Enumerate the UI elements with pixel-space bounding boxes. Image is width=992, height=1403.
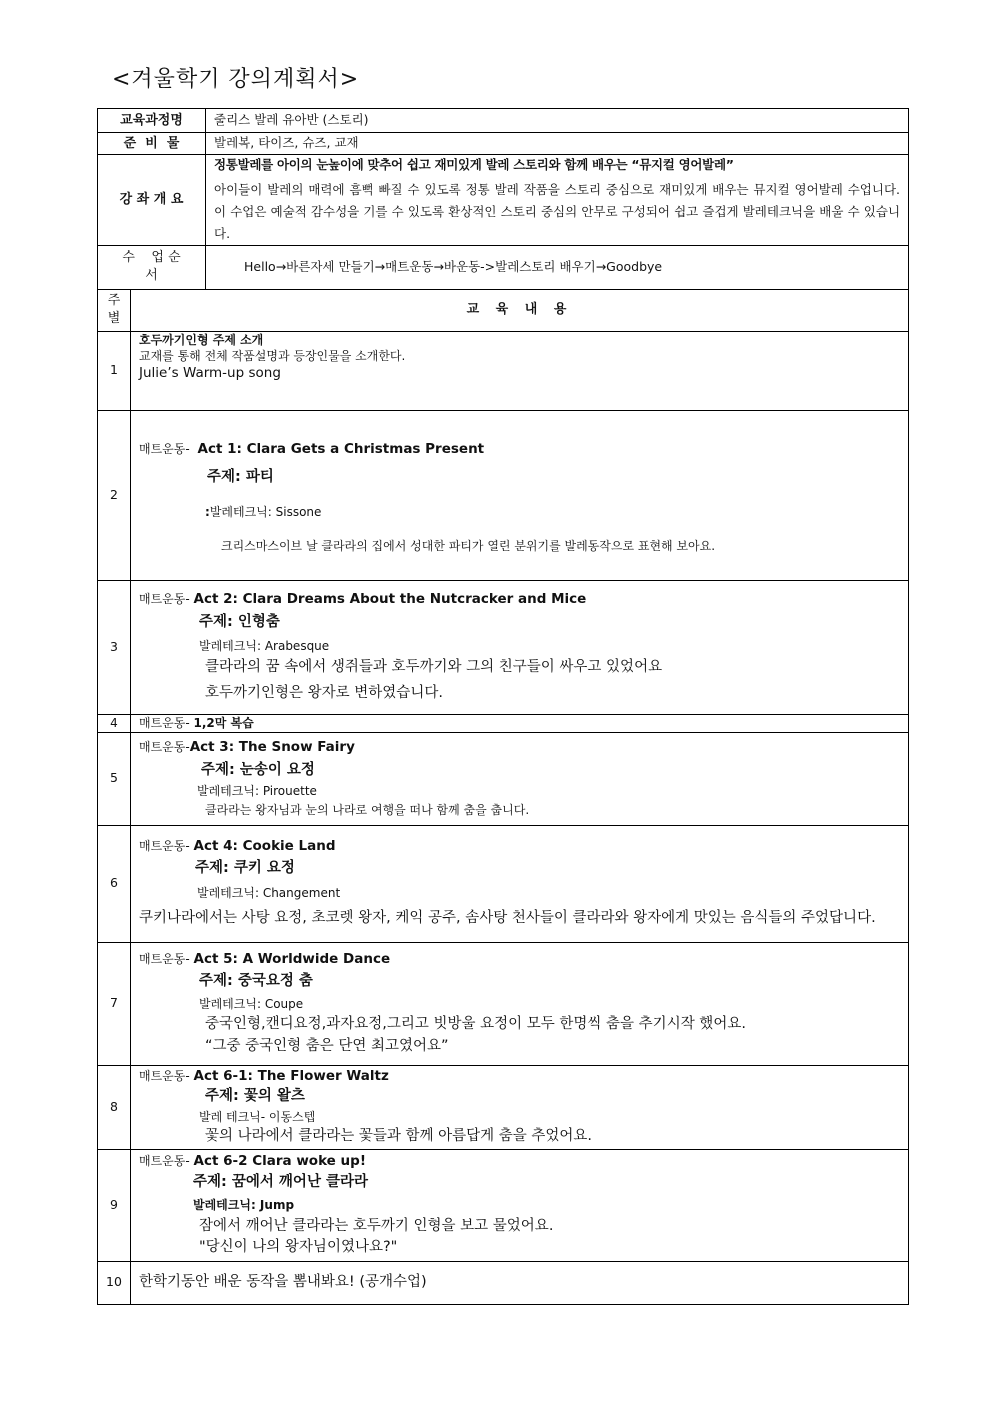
- week-desc: 쿠키나라에서는 사탕 요정, 초코렛 왕자, 케익 공주, 솜사탕 천사들이 클라라와 왕자에게 맛있는 음식들의 주었답니다.: [139, 909, 876, 926]
- week-row: [98, 825, 909, 942]
- week-prefix: 매트운동-: [139, 1069, 194, 1084]
- week-number: 6: [98, 825, 131, 942]
- week-act: Act 4: Cookie Land: [193, 837, 336, 854]
- week-row: [98, 1065, 909, 1149]
- overview-body: 아이들이 발레의 매력에 흠뻑 빠질 수 있도록 정통 발레 작품을 스토리 중심으로 재미있게 배우는 뮤지컬 영어발레 수업니다. 이 수업은 예술적 감수성을 기를 수 있도록 환상적인 스토리 중심의 안무로 구성되어 쉽고 즐겁게 발레테크닉을 배울 수 있습니다.: [214, 181, 901, 241]
- week-desc: 잠에서 깨어난 클라라는 호두까기 인형을 보고 물었어요.: [199, 1217, 554, 1234]
- overview-label: 강 좌 개 요: [98, 155, 206, 246]
- week-content: [131, 410, 909, 580]
- week-desc: 클라라는 왕자님과 눈의 나라로 여행을 떠나 함께 춤을 춥니다.: [205, 803, 530, 818]
- order-label: [98, 245, 206, 289]
- week-act: Act 2: Clara Dreams About the Nutcracker and Mice: [193, 591, 587, 608]
- week-desc: "당신이 나의 왕자님이였나요?": [199, 1239, 398, 1256]
- course-label: 교육과정명: [98, 109, 206, 133]
- week-desc: 크리스마스이브 날 클라라의 집에서 성대한 파티가 열린 분위기를 발레동작으로 표현해 보아요.: [221, 538, 716, 553]
- week-prefix: 매트운동-: [139, 441, 194, 456]
- week-act: Act 6-1: The Flower Waltz: [193, 1068, 389, 1085]
- week-act: Act 6-2 Clara woke up!: [193, 1152, 366, 1169]
- week-prefix: 매트운동-: [139, 740, 190, 755]
- week-content: [131, 580, 909, 714]
- week-content: [131, 331, 909, 410]
- week-number: 9: [98, 1149, 131, 1261]
- week-row: [98, 942, 909, 1065]
- week-header-line1: 주: [107, 293, 121, 309]
- week-line: 호두까기인형 주제 소개: [139, 332, 264, 347]
- week-row: [98, 331, 909, 410]
- week-row: [98, 1261, 909, 1304]
- course-value: 줄리스 발레 유아반 (스토리): [206, 109, 909, 133]
- course-row: [98, 109, 909, 133]
- week-line: Julie’s Warm-up song: [139, 364, 281, 381]
- week-desc: 중국인형,캔디요정,과자요정,그리고 빗방울 요정이 모두 한명씩 춤을 추기시작 했어요.: [205, 1015, 746, 1032]
- prep-row: [98, 133, 909, 155]
- order-label-line1: 수 업 순: [122, 250, 181, 266]
- order-value: Hello→바른자세 만들기→매트운동→바운동->발레스토리 배우기→Goodbye: [206, 245, 909, 289]
- week-header: [98, 289, 131, 331]
- overview-headline: 정통발레를 아이의 눈높이에 맞추어 쉽고 재미있게 발레 스토리와 함께 배우는 “뮤지컬 영어발레”: [214, 157, 734, 172]
- overview-cell: [206, 155, 909, 246]
- week-line: 교재를 통해 전체 작품설명과 등장인물을 소개한다.: [139, 348, 406, 363]
- week-content: [131, 825, 909, 942]
- week-number: 1: [98, 331, 131, 410]
- week-act: Act 5: A Worldwide Dance: [193, 950, 391, 967]
- week-row: [98, 410, 909, 580]
- order-label-line2: 서: [145, 268, 158, 283]
- week-theme: 주제: 쿠키 요정: [195, 859, 295, 876]
- week-row: [98, 714, 909, 732]
- week-number: 4: [98, 714, 131, 732]
- content-header: 교 육 내 용: [131, 289, 909, 331]
- week-row: [98, 1149, 909, 1261]
- week-prefix: 매트운동-: [139, 592, 194, 607]
- prep-value: 발레복, 타이즈, 슈즈, 교재: [206, 133, 909, 155]
- week-prefix: 매트운동-: [139, 715, 194, 730]
- week-content: 한학기동안 배운 동작을 뽐내봐요! (공개수업): [131, 1261, 909, 1304]
- week-row: [98, 580, 909, 714]
- week-number: 8: [98, 1065, 131, 1149]
- page-title: <겨울학기 강의계획서>: [112, 67, 360, 92]
- week-header-line2: 별: [107, 311, 121, 326]
- week-content: [131, 942, 909, 1065]
- week-tech: 발레 테크닉- 이동스텝: [199, 1110, 316, 1125]
- week-prefix: 매트운동-: [139, 838, 194, 853]
- week-number: 7: [98, 942, 131, 1065]
- week-desc: 호두까기인형은 왕자로 변하였습니다.: [205, 684, 443, 701]
- week-tech: 발레테크닉: Jump: [193, 1197, 295, 1212]
- week-act: Act 3: The Snow Fairy: [189, 739, 355, 756]
- week-desc: “그중 중국인형 춤은 단연 최고였어요”: [205, 1038, 449, 1055]
- week-theme: 주제: 꽃의 왈츠: [205, 1088, 305, 1105]
- week-number: 10: [98, 1261, 131, 1304]
- week-content: [131, 714, 909, 732]
- week-tech-prefix: :: [205, 504, 210, 519]
- week-act: 1,2막 복습: [193, 715, 254, 730]
- week-tech: 발레테크닉: Sissone: [209, 504, 322, 519]
- week-prefix: 매트운동-: [139, 951, 194, 966]
- week-prefix: 매트운동-: [139, 1153, 194, 1168]
- content-header-row: [98, 289, 909, 331]
- week-theme: 주제: 눈송이 요정: [201, 761, 315, 778]
- overview-row: [98, 155, 909, 246]
- week-tech: 발레테크닉: Coupe: [199, 996, 304, 1011]
- week-content: [131, 732, 909, 825]
- week-tech: 발레테크닉: Changement: [197, 886, 341, 901]
- week-content: [131, 1065, 909, 1149]
- week-desc: 클라라의 꿈 속에서 생쥐들과 호두까기와 그의 친구들이 싸우고 있었어요: [205, 659, 663, 676]
- week-theme: 주제: 파티: [207, 469, 274, 486]
- week-tech: 발레테크닉: Arabesque: [199, 639, 330, 654]
- prep-label: 준 비 물: [98, 133, 206, 155]
- week-theme: 주제: 꿈에서 깨어난 클라라: [193, 1174, 369, 1191]
- week-theme: 주제: 인형춤: [199, 613, 280, 630]
- week-number: 5: [98, 732, 131, 825]
- week-desc: 꽃의 나라에서 클라라는 꽃들과 함께 아름답게 춤을 추었어요.: [205, 1128, 593, 1145]
- week-row: [98, 732, 909, 825]
- order-row: [98, 245, 909, 289]
- week-number: 3: [98, 580, 131, 714]
- week-number: 2: [98, 410, 131, 580]
- syllabus-table: [97, 108, 909, 1305]
- week-content: [131, 1149, 909, 1261]
- week-theme: 주제: 중국요정 춤: [199, 973, 313, 990]
- week-act: Act 1: Clara Gets a Christmas Present: [197, 440, 485, 457]
- week-tech: 발레테크닉: Pirouette: [197, 784, 317, 799]
